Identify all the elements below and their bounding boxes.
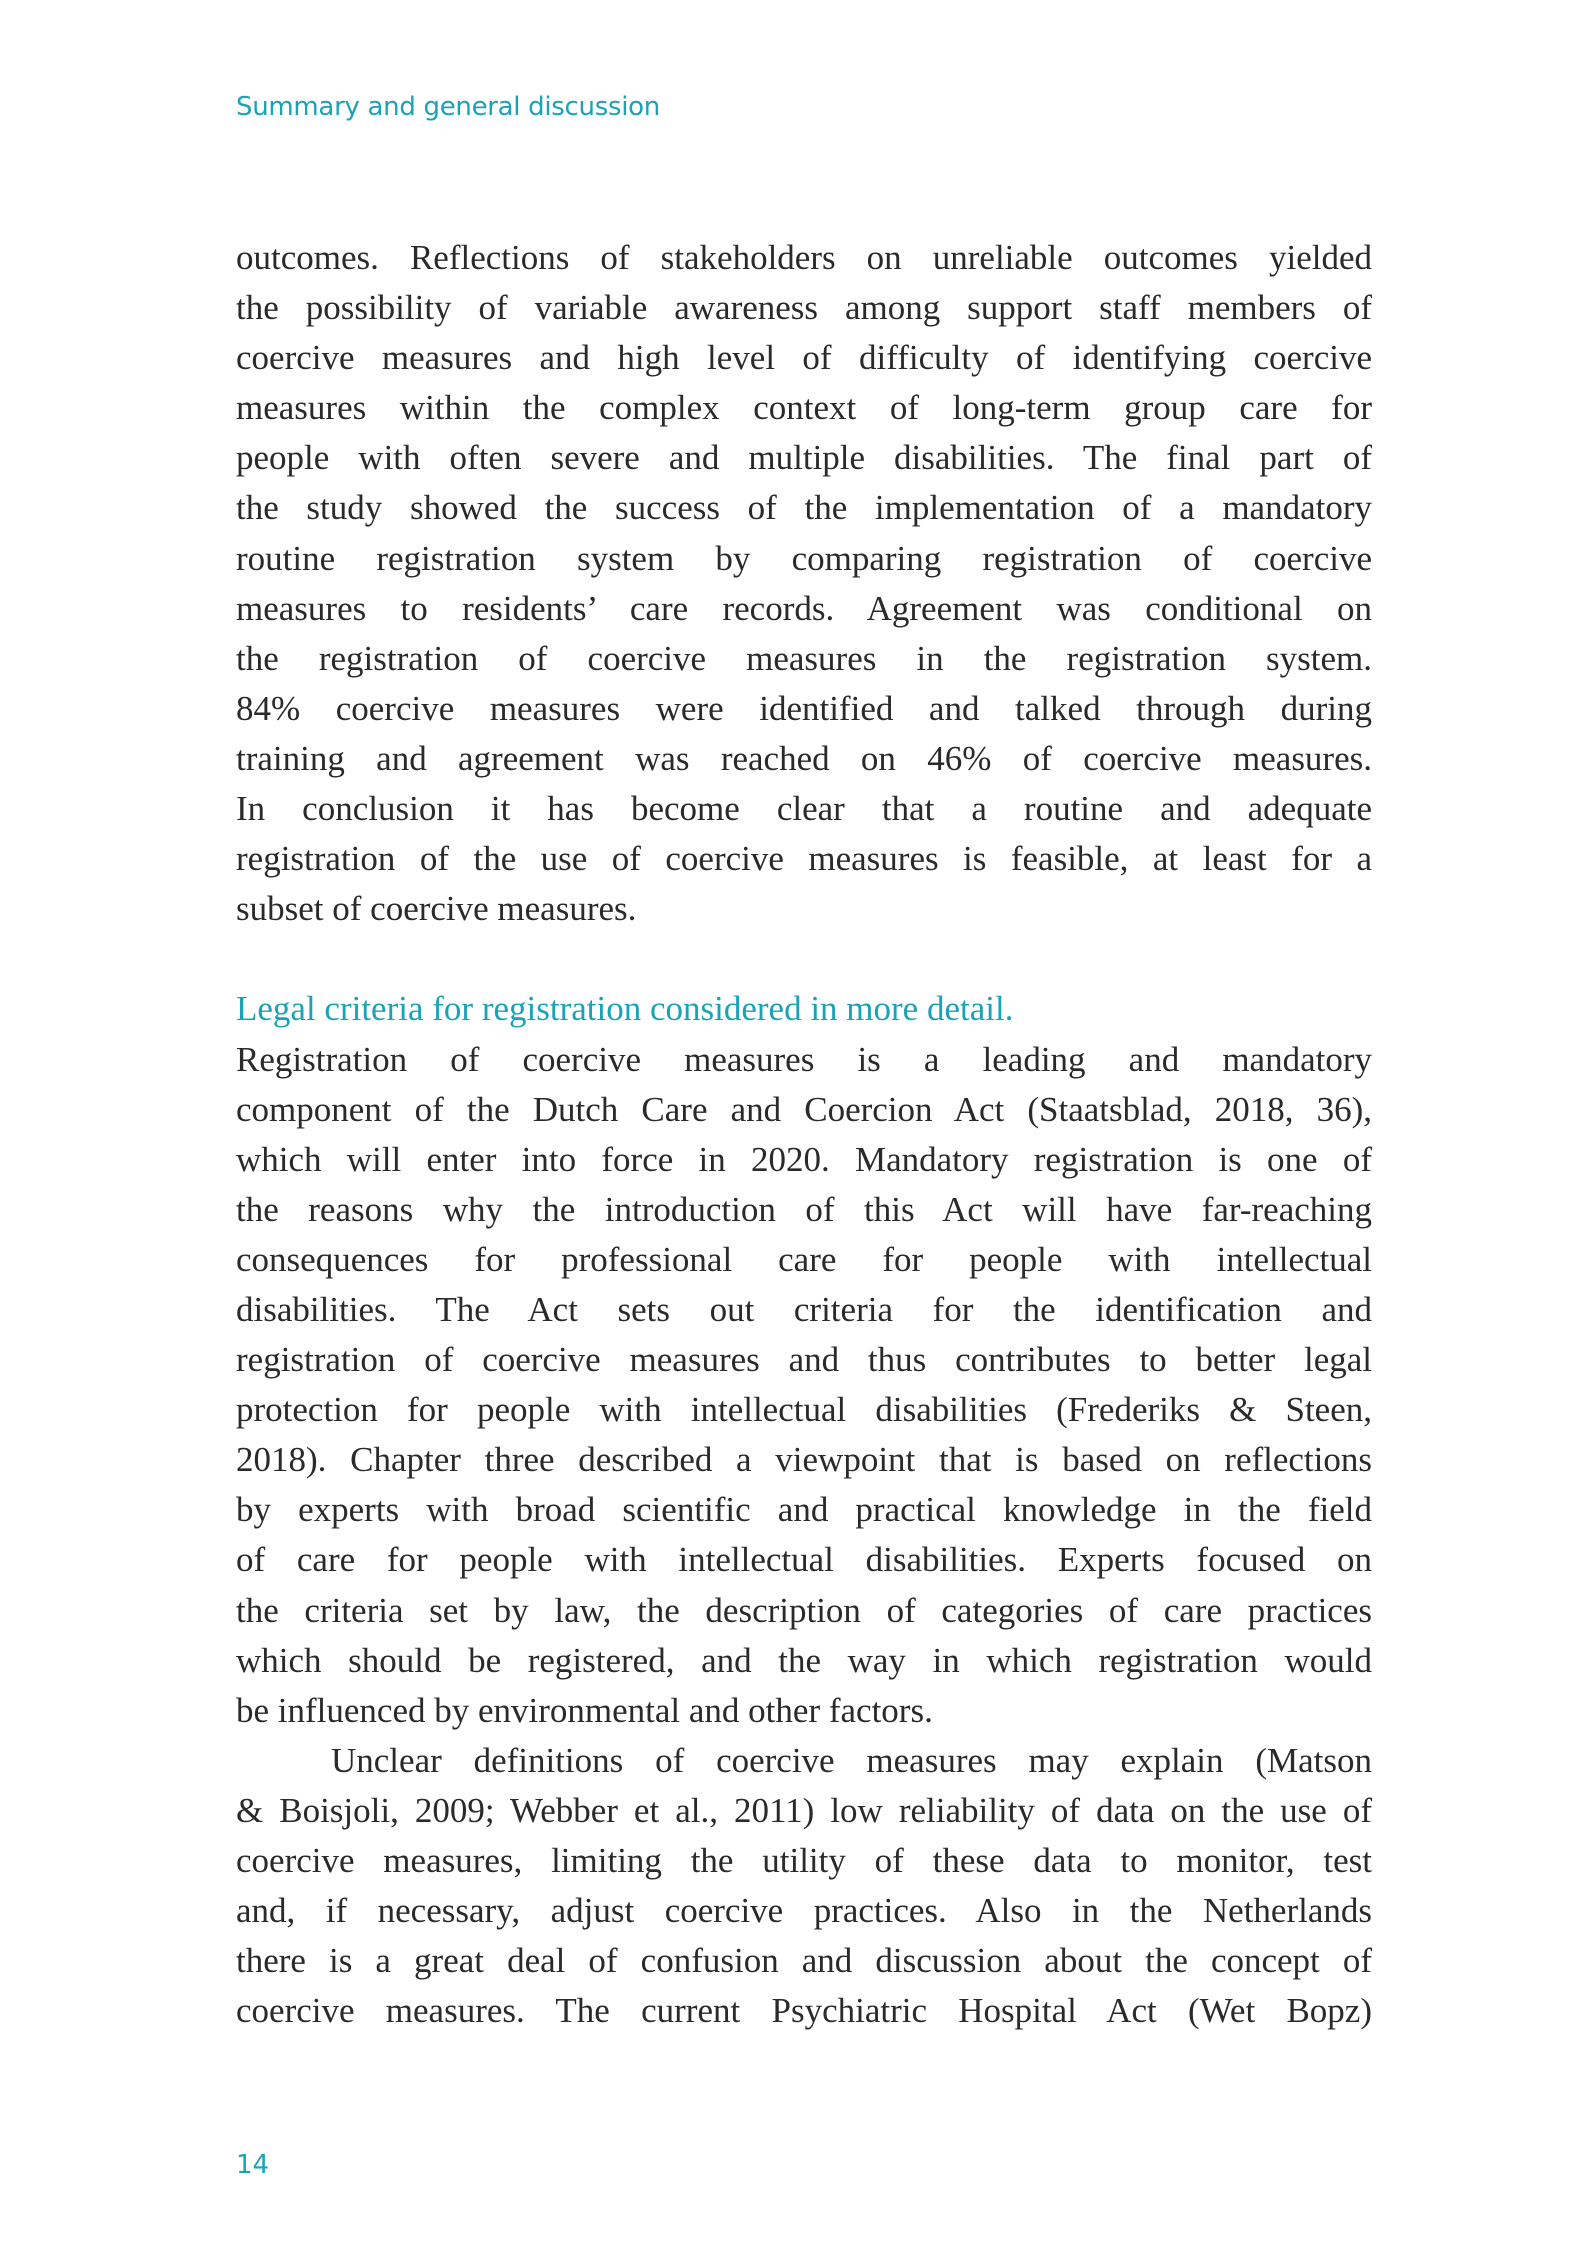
text-line: outcomes. Reflections of stakeholders on unreliable outcomes yielded <box>236 238 1372 277</box>
text-line: 84% coercive measures were identified and talked through during <box>236 688 1372 728</box>
text-line: by experts with broad scientific and practical knowledge in the field <box>236 1490 1372 1530</box>
text-line: there is a great deal of confusion and discussion about the concept of <box>236 1941 1372 1981</box>
text-line: consequences for professional care for people with intellectual <box>236 1239 1372 1279</box>
text-line: the possibility of variable awareness among support staff members of <box>236 288 1372 328</box>
text-line: routine registration system by comparing registration of coercive <box>236 538 1372 578</box>
running-head: Summary and general discussion <box>236 92 660 122</box>
text-line: component of the Dutch Care and Coercion Act (Staatsblad, 2018, 36), <box>236 1089 1372 1129</box>
text-line: of care for people with intellectual disabilities. Experts focused on <box>236 1540 1372 1580</box>
paragraph-legal-criteria <box>236 1035 1372 1736</box>
text-line: which should be registered, and the way in which registration would <box>236 1640 1372 1680</box>
text-line: the registration of coercive measures in the registration system. <box>236 638 1372 678</box>
text-line: Registration of coercive measures is a leading and mandatory <box>236 1039 1372 1079</box>
text-line: be influenced by environmental and other factors. <box>236 1690 933 1730</box>
text-line: people with often severe and multiple disabilities. The final part of <box>236 438 1372 478</box>
text-line: the study showed the success of the implementation of a mandatory <box>236 488 1372 528</box>
text-line: measures to residents’ care records. Agreement was conditional on <box>236 588 1372 628</box>
text-line: 2018). Chapter three described a viewpoint that is based on reflections <box>236 1440 1372 1480</box>
text-line: coercive measures. The current Psychiatric Hospital Act (Wet Bopz) <box>236 1991 1372 2031</box>
text-line: disabilities. The Act sets out criteria for the identification and <box>236 1289 1372 1329</box>
paragraph-summary <box>236 233 1372 934</box>
text-line: coercive measures, limiting the utility of these data to monitor, test <box>236 1841 1372 1880</box>
paragraph-definitions <box>236 1736 1372 2037</box>
text-line: measures within the complex context of long-term group care for <box>236 388 1372 428</box>
text-line: which will enter into force in 2020. Mandatory registration is one of <box>236 1139 1372 1179</box>
text-line: the criteria set by law, the description of categories of care practices <box>236 1590 1372 1630</box>
text-line: protection for people with intellectual disabilities (Frederiks & Steen, <box>236 1390 1372 1430</box>
text-line: Unclear definitions of coercive measures may explain (Matson <box>331 1740 1372 1780</box>
section-heading: Legal criteria for registration considered in more detail. <box>236 989 1014 1029</box>
spacer <box>236 934 1372 984</box>
body-text <box>236 233 1372 2036</box>
text-line: subset of coercive measures. <box>236 889 637 929</box>
page-number: 14 <box>236 2150 270 2180</box>
text-line: training and agreement was reached on 46% of coercive measures. <box>236 738 1372 778</box>
text-line: registration of the use of coercive measures is feasible, at least for a <box>236 839 1372 879</box>
text-line: coercive measures and high level of difficulty of identifying coercive <box>236 338 1372 378</box>
text-line: registration of coercive measures and thus contributes to better legal <box>236 1340 1372 1380</box>
text-line: In conclusion it has become clear that a routine and adequate <box>236 789 1372 829</box>
text-line: the reasons why the introduction of this Act will have far-reaching <box>236 1189 1372 1229</box>
text-line: and, if necessary, adjust coercive practices. Also in the Netherlands <box>236 1891 1372 1931</box>
text-line: & Boisjoli, 2009; Webber et al., 2011) low reliability of data on the use of <box>236 1790 1372 1830</box>
